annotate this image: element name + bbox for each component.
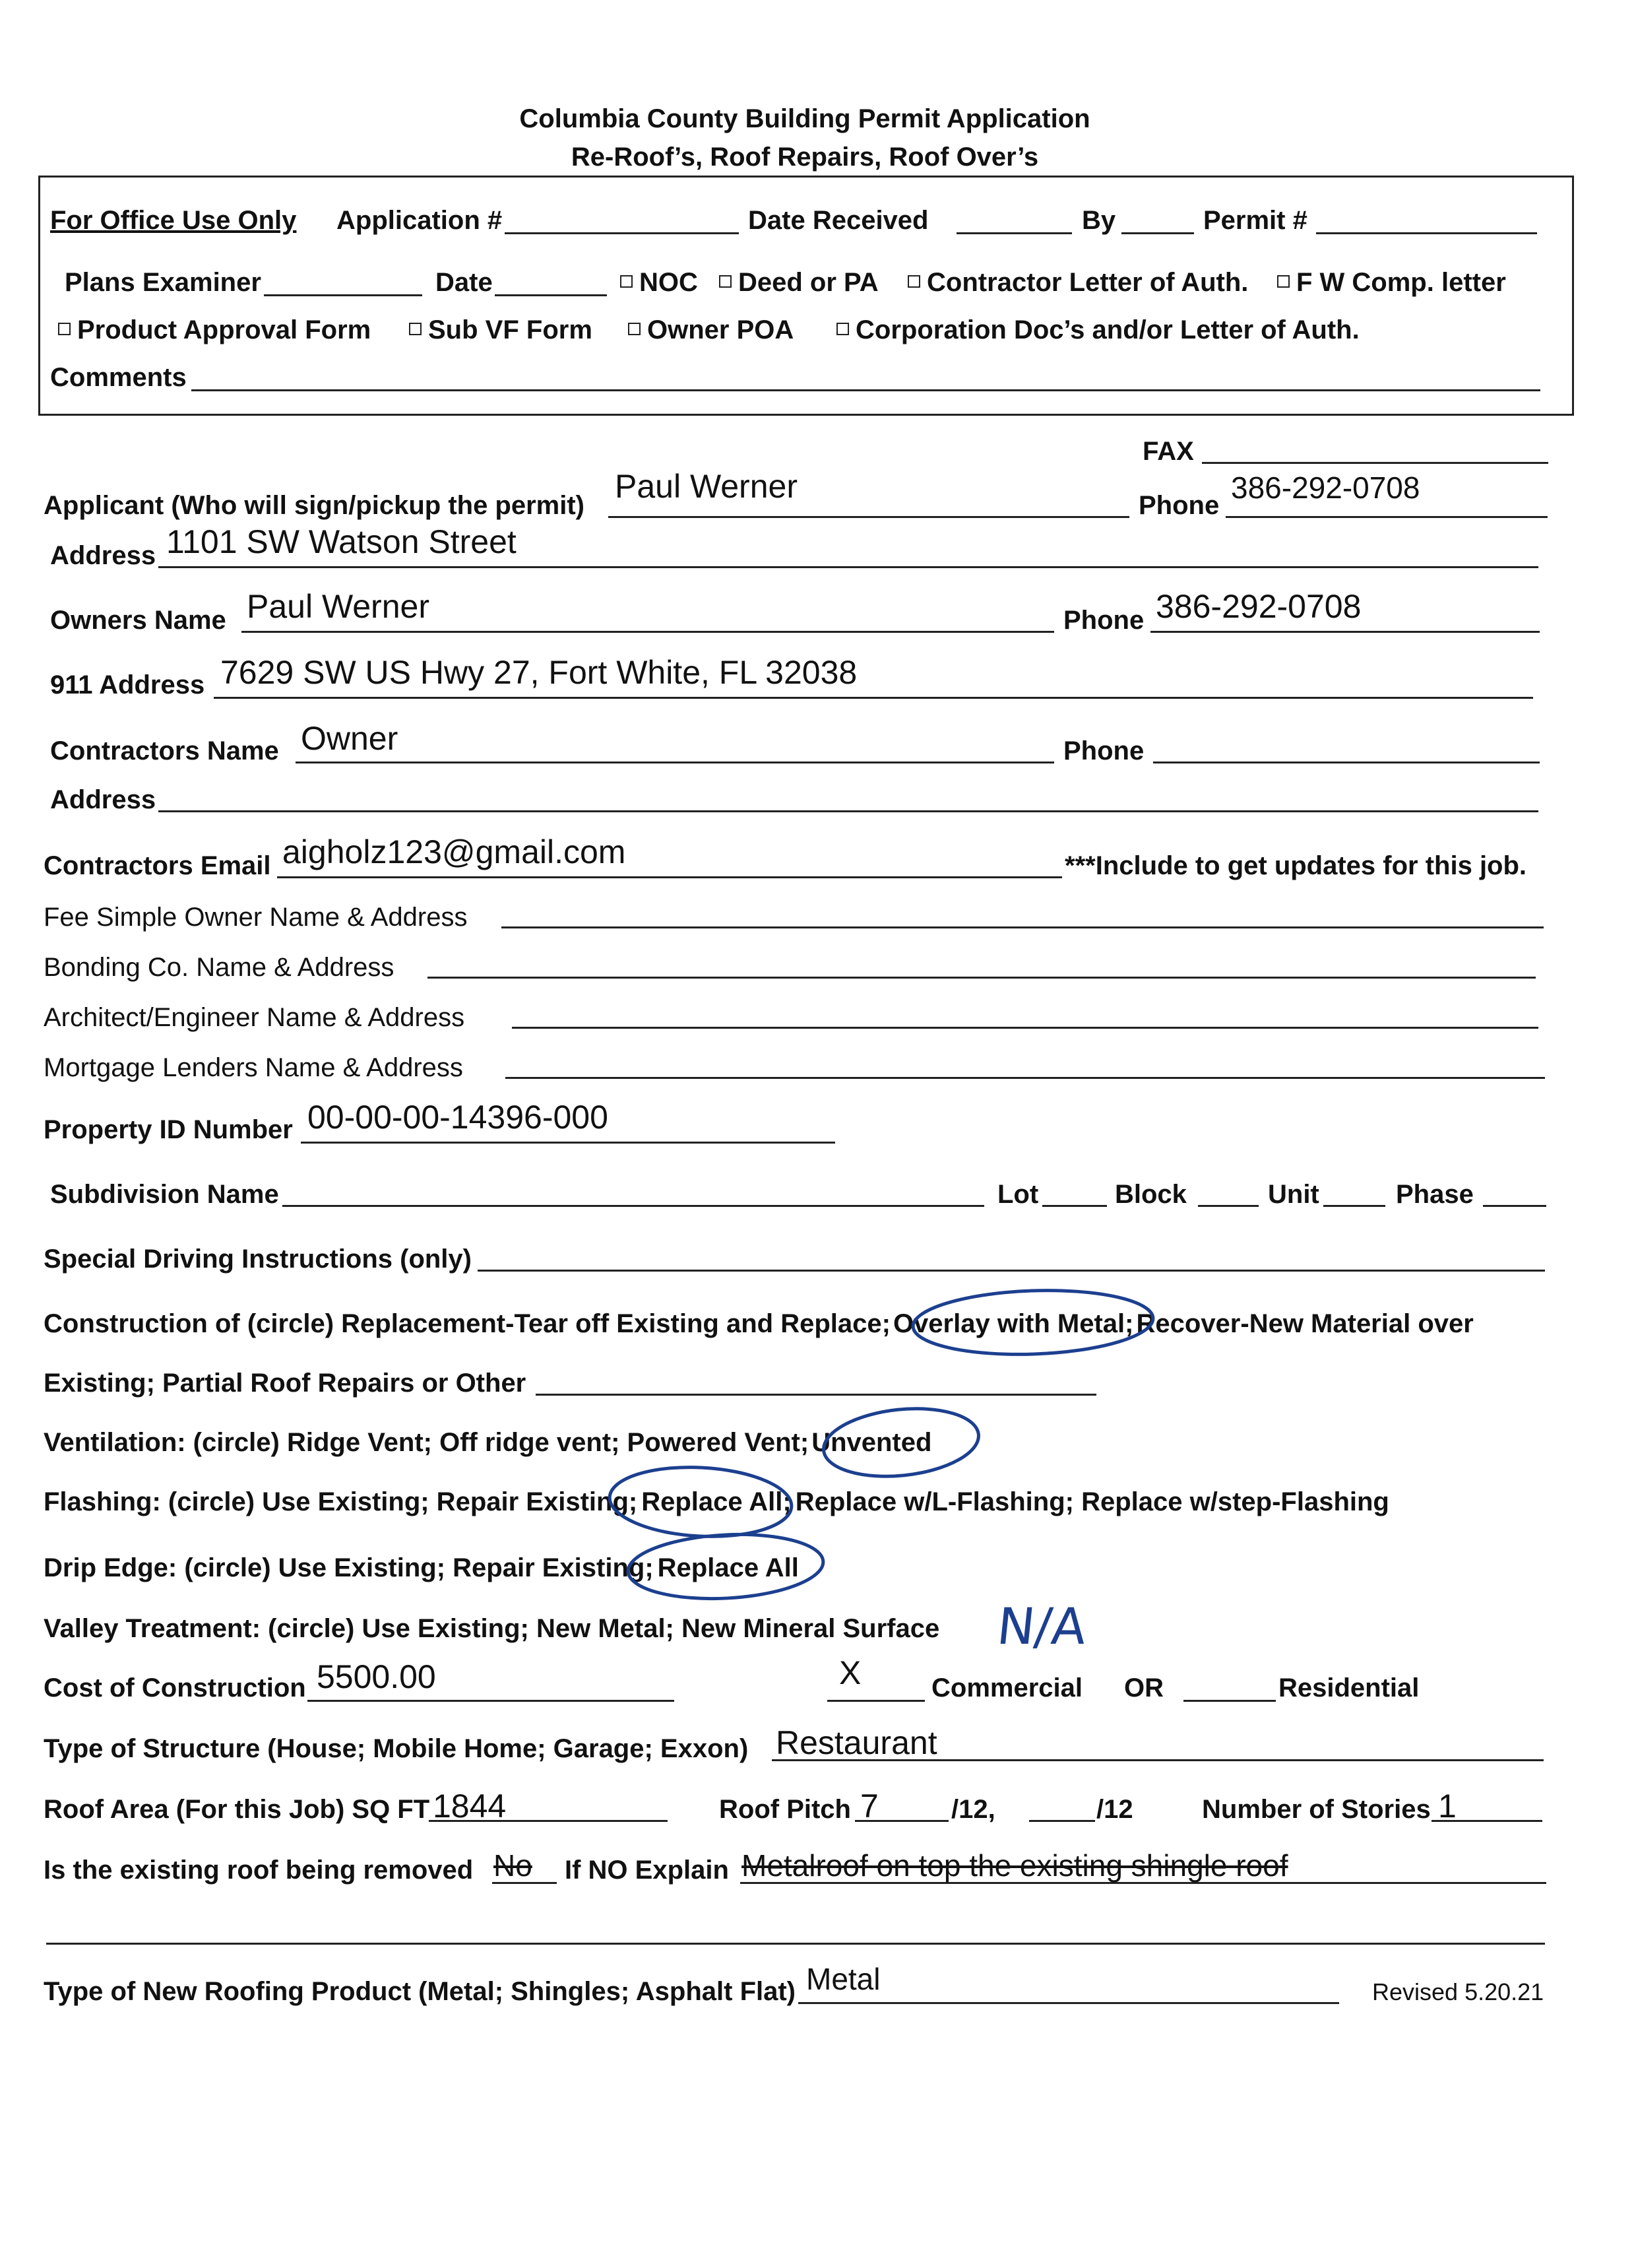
contractor-address-field[interactable]: [158, 810, 1538, 812]
owner-phone-label: Phone: [1063, 606, 1145, 635]
applicant-address-label: Address: [50, 541, 156, 570]
applicant-phone-line: [1226, 516, 1548, 518]
owner-phone-line: [1150, 631, 1540, 633]
architect-label: Architect/Engineer Name & Address: [44, 1003, 465, 1032]
owner-poa-checkbox[interactable]: [628, 323, 641, 335]
corporation-doc-checkbox[interactable]: [836, 323, 849, 335]
commercial-label: Commercial: [931, 1673, 1083, 1702]
roof-pitch-unit2: /12: [1096, 1795, 1133, 1824]
mortgage-field[interactable]: [505, 1077, 1545, 1079]
valley-line: Valley Treatment: (circle) Use Existing; New Metal; New Mineral Surface: [44, 1614, 940, 1643]
applicant-name-field[interactable]: Paul Werner: [615, 468, 798, 505]
address911-label: 911 Address: [50, 670, 205, 699]
flashing-other-options: Replace w/L-Flashing; Replace w/step-Flashing: [795, 1487, 1389, 1516]
contractor-phone-field[interactable]: [1153, 761, 1540, 763]
structure-type-label: Type of Structure (House; Mobile Home; Garage; Exxon): [44, 1734, 749, 1763]
contractor-name-field[interactable]: Owner: [301, 720, 398, 757]
cost-line: [307, 1700, 674, 1702]
driving-instructions-label: Special Driving Instructions (only): [44, 1245, 472, 1274]
drip-edge-options-text: Drip Edge: (circle) Use Existing; Repair Existing;: [44, 1553, 654, 1582]
residential-field[interactable]: [1183, 1700, 1276, 1702]
fw-comp-option[interactable]: [1277, 268, 1506, 298]
architect-field[interactable]: [512, 1027, 1538, 1029]
corporation-doc-option[interactable]: [836, 315, 1360, 345]
residential-label: Residential: [1278, 1673, 1420, 1702]
recover-option[interactable]: Recover-New Material over: [1136, 1309, 1474, 1338]
contractor-name-label: Contractors Name: [50, 736, 279, 765]
permit-number-field[interactable]: [1316, 232, 1537, 234]
phase-label: Phase: [1396, 1180, 1474, 1209]
corporation-doc-label: Corporation Doc’s and/or Letter of Auth.: [856, 315, 1360, 344]
subdivision-label: Subdivision Name: [50, 1180, 279, 1209]
application-number-label: Application #: [336, 206, 503, 235]
flashing-line: [44, 1487, 1389, 1517]
owner-name-line: [241, 631, 1054, 633]
explain-field[interactable]: Metalroof on top the existing shingle roof: [741, 1848, 1288, 1883]
date-received-label: Date Received: [748, 206, 929, 235]
applicant-label: Applicant (Who will sign/pickup the permit): [44, 491, 584, 520]
product-type-field[interactable]: Metal: [806, 1962, 881, 1996]
form-title: Columbia County Building Permit Application: [519, 104, 1090, 133]
owner-poa-option[interactable]: [628, 315, 794, 345]
roof-removed-label: Is the existing roof being removed: [44, 1856, 474, 1885]
plans-examiner-field[interactable]: [264, 294, 422, 296]
contractor-email-field[interactable]: aigholz123@gmail.com: [282, 833, 626, 870]
roof-pitch-label: Roof Pitch: [719, 1795, 851, 1824]
product-approval-option[interactable]: [58, 315, 371, 345]
block-label: Block: [1115, 1180, 1187, 1209]
commercial-line: [827, 1700, 925, 1702]
explain-label: If NO Explain: [565, 1856, 729, 1885]
contractor-phone-label: Phone: [1063, 736, 1145, 765]
date-received-field[interactable]: [957, 232, 1072, 234]
construction-other-field[interactable]: [536, 1394, 1096, 1396]
or-label: OR: [1124, 1673, 1164, 1702]
unvented-option[interactable]: Unvented: [811, 1428, 932, 1457]
owner-poa-label: Owner POA: [647, 315, 794, 344]
roof-pitch-unit1: /12,: [951, 1795, 995, 1824]
product-type-label: Type of New Roofing Product (Metal; Shingles; Asphalt Flat): [44, 1977, 796, 2006]
fw-comp-checkbox[interactable]: [1277, 275, 1290, 288]
unit-label: Unit: [1268, 1180, 1319, 1209]
owner-phone-field[interactable]: 386-292-0708: [1156, 588, 1362, 625]
valley-handwritten-na: N/A: [994, 1597, 1090, 1656]
sub-vf-checkbox[interactable]: [409, 323, 422, 335]
bonding-field[interactable]: [427, 977, 1536, 979]
by-label: By: [1082, 206, 1116, 235]
sub-vf-label: Sub VF Form: [428, 315, 592, 344]
fw-comp-label: F W Comp. letter: [1296, 268, 1506, 297]
sub-vf-option[interactable]: [409, 315, 592, 345]
lot-field[interactable]: [1042, 1205, 1107, 1207]
fee-simple-field[interactable]: [501, 926, 1544, 928]
drip-edge-replace-all-option[interactable]: Replace All: [657, 1553, 799, 1582]
roof-area-field[interactable]: 1844: [433, 1788, 507, 1825]
block-field[interactable]: [1198, 1205, 1259, 1207]
owner-name-field[interactable]: Paul Werner: [247, 588, 429, 625]
fee-simple-label: Fee Simple Owner Name & Address: [44, 903, 468, 932]
cost-field[interactable]: 5500.00: [317, 1658, 436, 1695]
lot-label: Lot: [997, 1180, 1039, 1209]
application-number-field[interactable]: [505, 232, 739, 234]
contractor-letter-label: Contractor Letter of Auth.: [927, 268, 1249, 297]
plans-examiner-label: Plans Examiner: [65, 268, 261, 297]
fax-label: FAX: [1143, 437, 1194, 466]
contractor-letter-option[interactable]: [908, 268, 1248, 298]
bonding-label: Bonding Co. Name & Address: [44, 953, 394, 982]
fax-field[interactable]: [1202, 462, 1548, 464]
unit-field[interactable]: [1323, 1205, 1385, 1207]
ventilation-options-text: Ventilation: (circle) Ridge Vent; Off ridge vent; Powered Vent;: [44, 1428, 809, 1457]
office-use-heading: For Office Use Only: [50, 206, 297, 235]
product-approval-checkbox[interactable]: [58, 323, 71, 335]
applicant-address-field[interactable]: 1101 SW Watson Street: [166, 523, 517, 560]
applicant-address-line: [158, 566, 1538, 568]
permit-number-label: Permit #: [1203, 206, 1307, 235]
roof-area-label: Roof Area (For this Job) SQ FT: [44, 1795, 430, 1824]
deed-pa-label: Deed or PA: [738, 268, 879, 297]
property-id-field[interactable]: 00-00-00-14396-000: [307, 1099, 608, 1136]
property-id-line: [301, 1142, 835, 1144]
mortgage-label: Mortgage Lenders Name & Address: [44, 1053, 463, 1082]
by-field[interactable]: [1121, 232, 1194, 234]
contractor-name-line: [296, 761, 1054, 763]
flashing-options-text: Flashing: (circle) Use Existing; Repair Existing;: [44, 1487, 638, 1516]
noc-option[interactable]: [620, 268, 698, 298]
applicant-phone-field[interactable]: 386-292-0708: [1231, 470, 1420, 505]
construction-options-text: Construction of (circle) Replacement-Tear off Existing and Replace;: [44, 1309, 891, 1338]
drip-edge-line: [44, 1553, 799, 1583]
stories-field[interactable]: 1: [1438, 1788, 1457, 1825]
structure-type-field[interactable]: Restaurant: [776, 1724, 937, 1761]
stories-label: Number of Stories: [1202, 1795, 1431, 1824]
roof-pitch2-field[interactable]: [1029, 1820, 1095, 1822]
contractor-email-label: Contractors Email: [44, 851, 271, 880]
noc-label: NOC: [639, 268, 698, 297]
roof-pitch-field[interactable]: 7: [860, 1788, 879, 1825]
address911-field[interactable]: 7629 SW US Hwy 27, Fort White, FL 32038: [220, 654, 858, 691]
overlay-with-metal-option[interactable]: Overlay with Metal;: [893, 1309, 1134, 1338]
subdivision-field[interactable]: [282, 1205, 984, 1207]
date-field[interactable]: [495, 294, 607, 296]
contractor-letter-checkbox[interactable]: [908, 275, 920, 288]
revised-date: Revised 5.20.21: [1372, 1978, 1544, 2005]
owner-name-label: Owners Name: [50, 606, 226, 635]
construction-line2: Existing; Partial Roof Repairs or Other: [44, 1369, 526, 1398]
ventilation-line: [44, 1428, 931, 1458]
driving-instructions-field[interactable]: [478, 1270, 1545, 1272]
cost-label: Cost of Construction: [44, 1673, 306, 1702]
noc-checkbox[interactable]: [620, 275, 633, 288]
property-id-label: Property ID Number: [44, 1115, 293, 1144]
phase-field[interactable]: [1483, 1205, 1546, 1207]
product-approval-label: Product Approval Form: [77, 315, 371, 344]
applicant-name-line: [608, 516, 1129, 518]
commercial-mark[interactable]: X: [839, 1654, 862, 1691]
comments-field[interactable]: [191, 389, 1540, 391]
flashing-replace-all-option[interactable]: Replace All;: [641, 1487, 792, 1516]
applicant-phone-label: Phone: [1139, 491, 1220, 520]
roof-removed-field[interactable]: No: [493, 1848, 532, 1883]
date-label: Date: [435, 268, 493, 297]
form-subtitle: Re-Roof’s, Roof Repairs, Roof Over’s: [571, 143, 1039, 172]
construction-line1: [44, 1309, 1474, 1339]
comments-label: Comments: [50, 363, 187, 392]
explain-continued-line[interactable]: [46, 1943, 1545, 1945]
address911-line: [214, 697, 1533, 699]
email-note: ***Include to get updates for this job.: [1065, 851, 1527, 880]
contractor-email-line: [277, 876, 1062, 878]
deed-pa-option[interactable]: [719, 268, 879, 298]
deed-pa-checkbox[interactable]: [719, 275, 732, 288]
contractor-address-label: Address: [50, 785, 156, 814]
product-type-line: [798, 2002, 1339, 2004]
